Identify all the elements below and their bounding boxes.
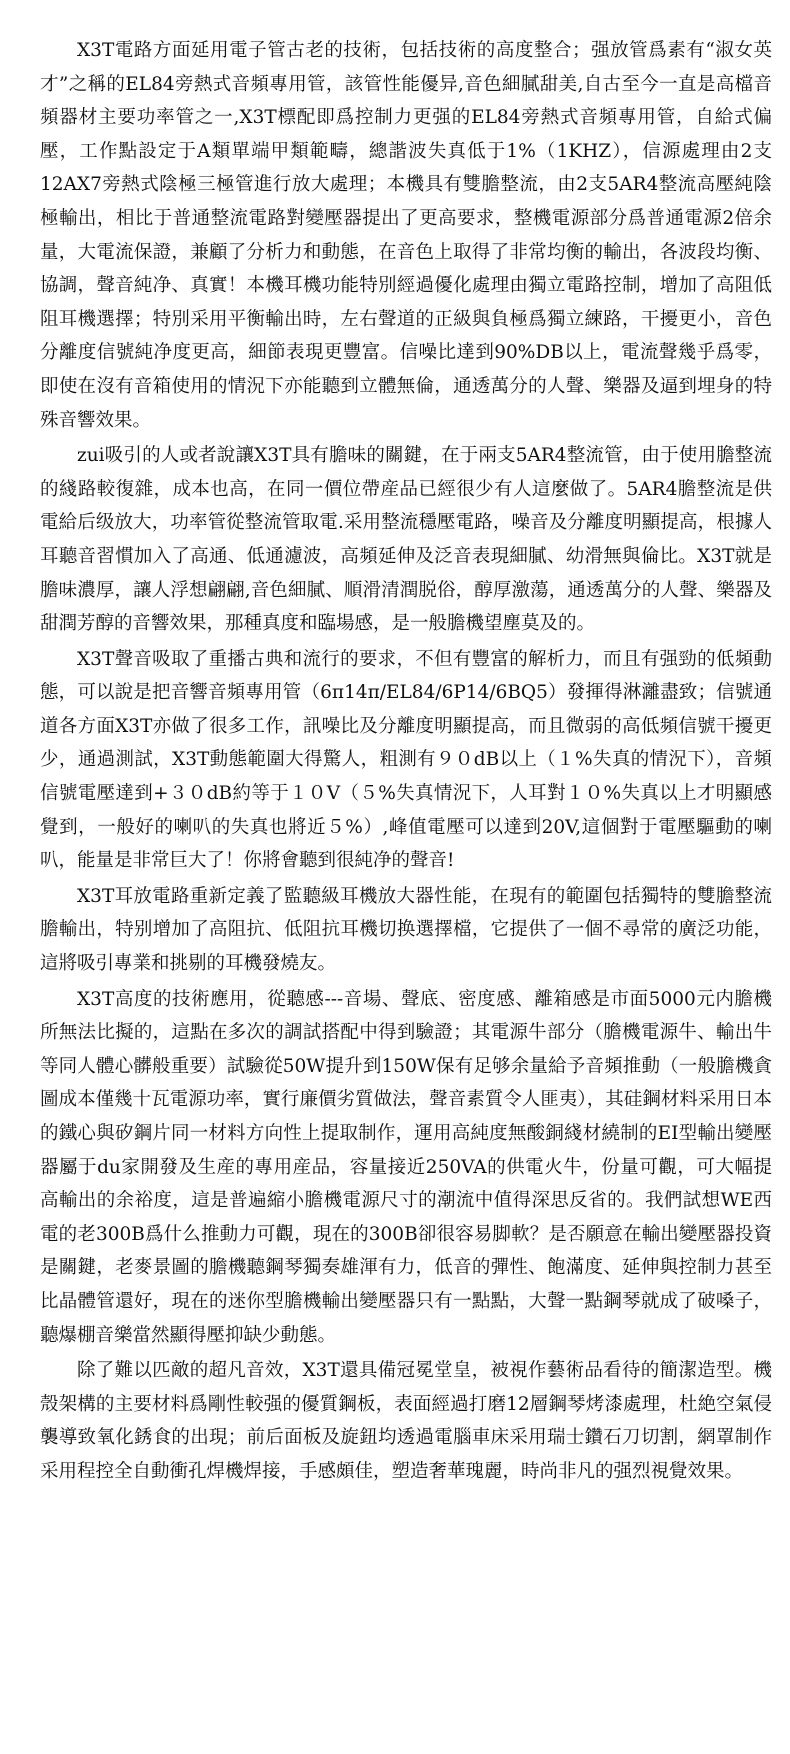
paragraph-headphone-amp: X3T耳放電路重新定義了監聽級耳機放大器性能，在現有的範圍包括獨特的雙膽整流膽輸出，特别增加了高阻抗、低阻抗耳機切换選擇檔，它提供了一個不尋常的廣泛功能，這將吸引專業和挑剔的耳機發燒友。: [40, 885, 772, 975]
paragraph-chassis-design: 除了難以匹敵的超凡音效，X3T還具備冠冕堂皇，被視作藝術品看待的簡潔造型。機殼架構的主要材料爲剛性較强的優質鋼板，表面經過打磨12層鋼琴烤漆處理，杜絶空氣侵襲導致氧化銹食的出現；前后面板及旋鈕均透過電腦車床采用瑞士鑽石刀切割，網罩制作采用程控全自動衝孔焊機焊接，手感頗佳，塑造奢華瑰麗，時尚非凡的强烈視覺效果。: [40, 1360, 772, 1482]
paragraph-transformer: X3T高度的技術應用，從聽感---音場、聲底、密度感、離箱感是市面5000元内膽機所無法比擬的，這點在多次的調試搭配中得到驗證；其電源牛部分（膽機電源牛、輸出牛等同人體心髒般重要）試驗從50W提升到150W保有足够余量給予音頻推動（一般膽機貪圖成本僅幾十瓦電源功率，實行廉價劣質做法，聲音素質令人匪夷），其硅鋼材料采用日本的鐵心與矽鋼片同一材料方向性上提取制作，運用高純度無酸銅綫材繞制的EI型輸出變壓器屬于du家開發及生産的專用産品，容量接近250VA的供電火牛，份量可觀，可大幅提高輸出的余裕度，這是普遍縮小膽機電源尺寸的潮流中值得深思反省的。我們試想WE西電的老300B爲什么推動力可觀，現在的300B卻很容易脚軟？是否願意在輸出變壓器投資是關鍵，老麥景圖的膽機聽鋼琴獨奏雄渾有力，低音的彈性、飽滿度、延伸與控制力甚至比晶體管還好，現在的迷你型膽機輸出變壓器只有一點點，大聲一點鋼琴就成了破嗓子，聽爆棚音樂當然顯得壓抑缺少動態。: [40, 988, 772, 1346]
paragraph-sound-performance: X3T聲音吸取了重播古典和流行的要求，不但有豐富的解析力，而且有强勁的低頻動態，可以說是把音響音頻專用管（6π14π/EL84/6P14/6BQ5）發揮得淋灕盡致；信號通道各方面X3T亦做了很多工作，訊噪比及分離度明顯提高，而且微弱的高低頻信號干擾更少，通過測試，X3T動態範圍大得驚人，粗測有９０dB以上（１%失真的情況下），音頻信號電壓達到+３０dB約等于１０V（５%失真情況下，人耳對１０%失真以上才明顯感覺到，一般好的喇叭的失真也將近５%）,峰值電壓可以達到20V,這個對于電壓驅動的喇叭，能量是非常巨大了！你將會聽到很純净的聲音!: [40, 648, 772, 872]
paragraph-circuit-design: X3T電路方面延用電子管古老的技術，包括技術的高度整合；强放管爲素有“淑女英才”之稱的EL84旁熱式音頻專用管，該管性能優异,音色細膩甜美,自古至今一直是高檔音頻器材主要功率管之一,X3T標配即爲控制力更强的EL84旁熱式音頻專用管，自給式偏壓，工作點設定于A類單端甲類範疇，總諧波失真低于1%（1KHZ），信源處理由2支12AX7旁熱式陰極三極管進行放大處理；本機具有雙膽整流，由2支5AR4整流高壓純陰極輸出，相比于普通整流電路對變壓器提出了更高要求，整機電源部分爲普通電源2倍余量，大電流保證，兼顧了分析力和動態，在音色上取得了非常均衡的輸出，各波段均衡、協調，聲音純净、真實！本機耳機功能特別經過優化處理由獨立電路控制，增加了高阻低阻耳機選擇；特別采用平衡輸出時，左右聲道的正級與負極爲獨立練路，干擾更小，音色分離度信號純净度更高，細節表現更豐富。信噪比達到90%DB以上，電流聲幾乎爲零，即使在沒有音箱使用的情況下亦能聽到立體無倫，通透萬分的人聲、樂器及逼到埋身的特殊音響效果。: [40, 40, 772, 431]
paragraph-tube-rectifier: zui吸引的人或者說讓X3T具有膽味的關鍵，在于兩支5AR4整流管，由于使用膽整流的綫路較復雜，成本也高，在同一價位帶産品已經很少有人這麼做了。5AR4膽整流是供電給后级放大，功率管從整流管取電.采用整流穩壓電路，噪音及分離度明顯提高，根據人耳聽音習慣加入了高通、低通濾波，高頻延伸及泛音表現細膩、幼滑無與倫比。X3T就是膽味濃厚，讓人浮想翩翩,音色細膩、順滑清潤脱俗，醇厚激蕩，通透萬分的人聲、樂器及甜潤芳醇的音響效果，那種真度和臨場感，是一般膽機望塵莫及的。: [40, 445, 772, 635]
